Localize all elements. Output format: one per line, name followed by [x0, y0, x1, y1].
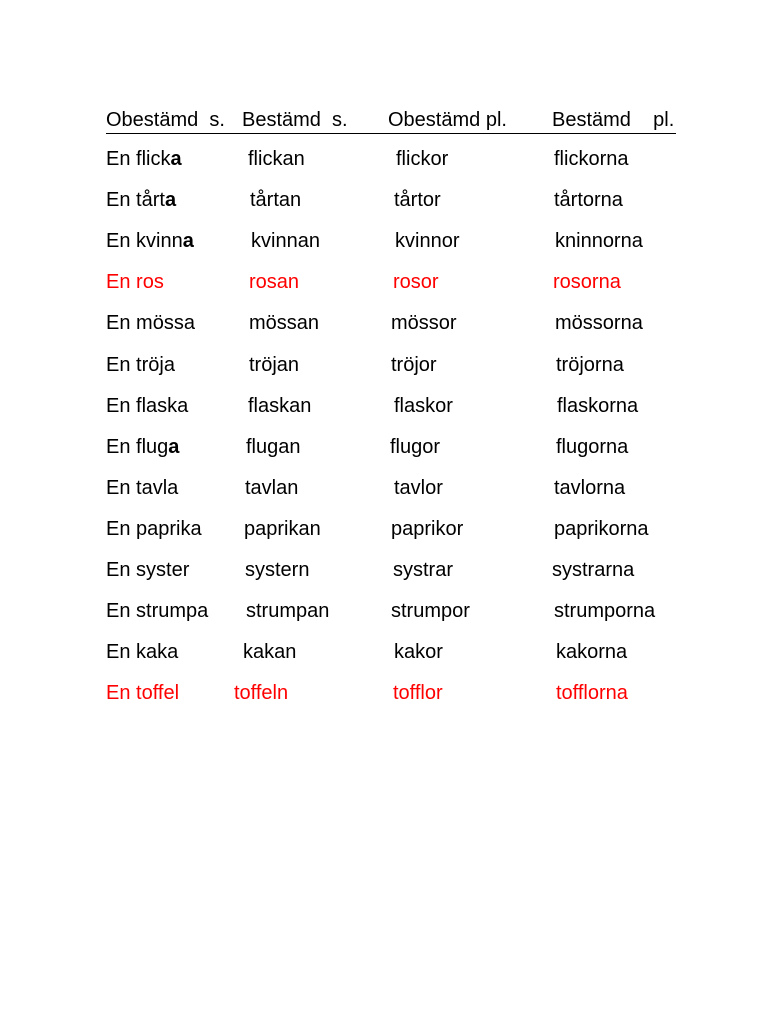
table-row — [0, 514, 768, 544]
cell-bestamd-singular: tavlan — [245, 476, 299, 499]
article-text: En — [106, 312, 137, 335]
cell-bestamd-plural: strumporna — [554, 600, 656, 623]
cell-bestamd-plural: kninnorna — [555, 230, 643, 253]
cell-bestamd-singular: kakan — [243, 641, 297, 664]
cell-obestamd-plural: rosor — [393, 271, 439, 294]
cell-obestamd-singular — [106, 226, 194, 256]
cell-obestamd-singular — [106, 308, 195, 338]
stem-text: ros — [136, 271, 164, 294]
article-text: En — [106, 394, 137, 417]
stem-text: strumpa — [136, 600, 209, 623]
cell-bestamd-singular: rosan — [249, 271, 300, 294]
article-text: En — [106, 517, 137, 540]
stem-text: toffel — [136, 682, 180, 705]
cell-obestamd-singular — [106, 473, 178, 503]
article-text: En — [106, 641, 137, 664]
header-bestamd-plural: Bestämd pl. — [552, 109, 675, 131]
table-row — [0, 432, 768, 462]
cell-obestamd-singular — [106, 267, 164, 297]
cell-obestamd-plural: kvinnor — [395, 230, 460, 253]
cell-bestamd-plural: flugorna — [556, 435, 629, 458]
article-text: En — [106, 435, 137, 458]
cell-bestamd-singular: paprikan — [244, 517, 321, 540]
stem-text: paprika — [136, 517, 202, 540]
cell-bestamd-singular: flaskan — [248, 394, 312, 417]
cell-obestamd-singular — [106, 350, 175, 380]
ending-highlight: a — [182, 230, 194, 253]
cell-obestamd-singular — [106, 144, 182, 174]
table-row — [0, 308, 768, 338]
table-row — [0, 555, 768, 585]
table-row — [0, 267, 768, 297]
cell-bestamd-plural: flaskorna — [557, 394, 639, 417]
stem-text: flug — [136, 435, 169, 458]
article-text: En — [106, 600, 137, 623]
cell-obestamd-singular — [106, 678, 179, 708]
cell-bestamd-plural: tröjorna — [556, 353, 624, 376]
table-row — [0, 226, 768, 256]
cell-obestamd-singular — [106, 391, 188, 421]
stem-text: kaka — [136, 641, 179, 664]
cell-obestamd-plural: flugor — [390, 435, 441, 458]
article-text: En — [106, 148, 137, 170]
cell-obestamd-singular — [106, 596, 208, 626]
cell-bestamd-plural: systrarna — [552, 559, 635, 581]
ending-highlight: a — [164, 189, 177, 212]
article-text: En — [106, 271, 137, 294]
stem-text: tröja — [136, 353, 175, 376]
stem-text: kvinn — [136, 230, 183, 253]
cell-obestamd-singular — [106, 555, 189, 585]
table-row — [0, 185, 768, 215]
cell-obestamd-plural: flickor — [396, 148, 449, 170]
article-text: En — [106, 476, 137, 499]
table-row — [0, 678, 768, 708]
stem-text: flick — [136, 148, 171, 170]
cell-bestamd-singular: flickan — [248, 148, 305, 170]
ending-highlight: a — [168, 435, 180, 458]
cell-bestamd-singular: flugan — [246, 435, 301, 458]
cell-bestamd-plural: paprikorna — [554, 517, 649, 540]
stem-text: tavla — [136, 476, 179, 499]
cell-obestamd-singular — [106, 637, 178, 667]
article-text: En — [106, 353, 137, 376]
cell-obestamd-singular — [106, 514, 202, 544]
cell-obestamd-plural: kakor — [394, 641, 443, 664]
stem-text: tårt — [136, 189, 165, 212]
cell-bestamd-plural: tavlorna — [554, 476, 626, 499]
cell-obestamd-plural: tröjor — [391, 353, 437, 376]
table-row — [0, 637, 768, 667]
header-obestamd-plural: Obestämd pl. — [388, 109, 507, 131]
table-header — [106, 107, 676, 134]
cell-bestamd-plural: tofflorna — [556, 682, 628, 705]
cell-obestamd-plural: flaskor — [394, 394, 453, 417]
article-text: En — [106, 230, 137, 253]
cell-bestamd-singular: tröjan — [249, 353, 300, 376]
cell-obestamd-plural: systrar — [393, 559, 453, 581]
cell-obestamd-plural: mössor — [391, 312, 457, 335]
cell-bestamd-singular: tårtan — [250, 189, 302, 212]
table-row — [0, 473, 768, 503]
cell-bestamd-singular: systern — [245, 559, 310, 581]
header-obestamd-singular: Obestämd s. — [106, 109, 225, 131]
cell-bestamd-singular: toffeln — [234, 682, 289, 705]
header-bestamd-singular: Bestämd s. — [242, 109, 348, 131]
ending-highlight: a — [170, 148, 182, 170]
cell-bestamd-singular: strumpan — [246, 600, 330, 623]
cell-bestamd-singular: mössan — [249, 312, 320, 335]
cell-bestamd-plural: rosorna — [553, 271, 621, 294]
article-text: En — [106, 682, 137, 705]
table-row — [0, 144, 768, 174]
stem-text: mössa — [136, 312, 195, 335]
cell-obestamd-plural: tavlor — [394, 476, 443, 499]
table-row — [0, 596, 768, 626]
table-row — [0, 391, 768, 421]
cell-bestamd-plural: flickorna — [554, 148, 629, 170]
article-text: En — [106, 559, 137, 581]
cell-bestamd-singular: kvinnan — [251, 230, 320, 253]
cell-obestamd-plural: paprikor — [391, 517, 464, 540]
cell-obestamd-plural: strumpor — [391, 600, 470, 623]
cell-bestamd-plural: kakorna — [556, 641, 628, 664]
cell-obestamd-singular — [106, 185, 176, 215]
cell-bestamd-plural: mössorna — [555, 312, 643, 335]
cell-obestamd-plural: tårtor — [394, 189, 441, 212]
stem-text: syster — [136, 559, 190, 581]
article-text: En — [106, 189, 137, 212]
cell-obestamd-singular — [106, 432, 179, 462]
table-row — [0, 350, 768, 380]
cell-obestamd-plural: tofflor — [393, 682, 443, 705]
cell-bestamd-plural: tårtorna — [554, 189, 623, 212]
stem-text: flaska — [136, 394, 189, 417]
